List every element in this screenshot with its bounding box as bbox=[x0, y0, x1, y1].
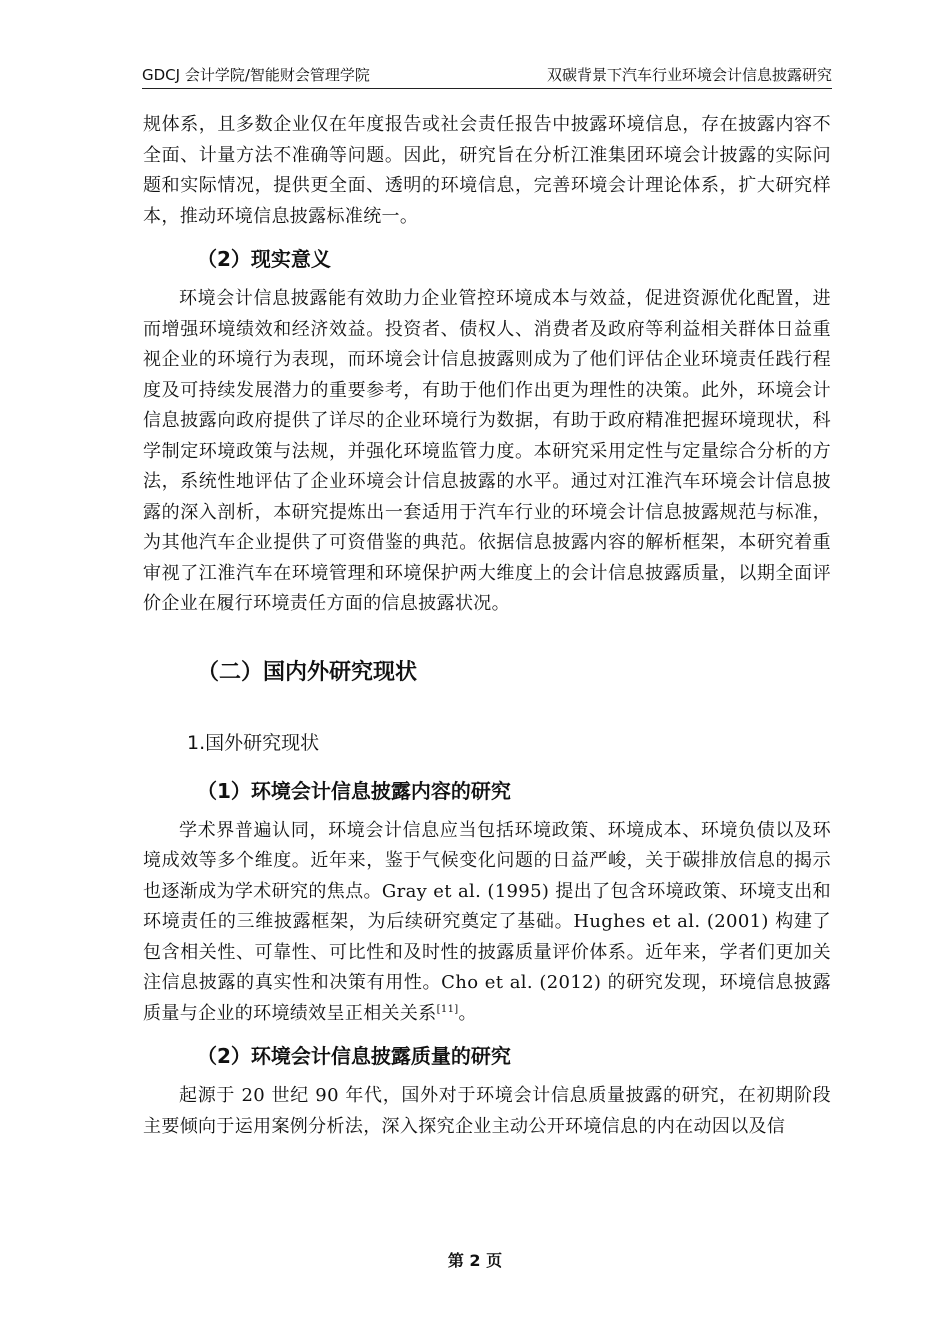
heading-foreign-research: 1.国外研究现状 bbox=[187, 731, 320, 754]
page-number: 第 2 页 bbox=[447, 1251, 503, 1270]
paragraph-disclosure-quality: 起源于 20 世纪 90 年代，国外对于环境会计信息质量披露的研究，在初期阶段主要倾向于运用案例分析法，深入探究企业主动公开环境信息的内在动因以及信 bbox=[143, 1085, 831, 1137]
paragraph-practical-significance: 环境会计信息披露能有效助力企业管控环境成本与效益，促进资源优化配置，进而增强环境绩效和经济效益。投资者、债权人、消费者及政府等利益相关群体日益重视企业的环境行为表现，而环境会计信息披露则成为了他们评估企业环境责任践行程度及可持续发展潜力的重要参考，有助于他们作出更为理性的决策。此外，环境会计信息披露向政府提供了详尽的企业环境行为数据，有助于政府精准把握环境现状，科学制定环境政策与法规，并强化环境监管力度。本研究采用定性与定量综合分析的方法，系统性地评估了企业环境会计信息披露的水平。通过对江淮汽车环境会计信息披露的深入剖析，本研究提炼出一套适用于汽车行业的环境会计信息披露规范与标准，为其他汽车企业提供了可资借鉴的典范。依据信息披露内容的解析框架，本研究着重审视了江淮汽车在环境管理和环境保护两大维度上的会计信息披露质量，以期全面评价企业在履行环境责任方面的信息披露状况。 bbox=[143, 288, 831, 614]
heading-practical-significance: （2）现实意义 bbox=[197, 247, 331, 271]
page-content bbox=[143, 110, 831, 1142]
paragraph-disclosure-content-text: 学术界普遍认同，环境会计信息应当包括环境政策、环境成本、环境负债以及环境成效等多个维度。近年来，鉴于气候变化问题的日益严峻，关于碳排放信息的揭示也逐渐成为学术研究的焦点。Gray et al. (1995) 提出了包含环境政策、环境支出和环境责任的三维披露框架，为后续研究奠定了基础。Hughes et al. (2001) 构建了包含相关性、可靠性、可比性和及时性的披露质量评价体系。近年来，学者们更加关注信息披露的真实性和决策有用性。Cho et al. (2012) 的研究发现，环境信息披露质量与企业的环境绩效呈正相关关系 bbox=[143, 819, 831, 1024]
page-header bbox=[142, 64, 832, 89]
paragraph-end-mark: 。 bbox=[458, 1002, 477, 1024]
heading-disclosure-quality: （2）环境会计信息披露质量的研究 bbox=[197, 1044, 511, 1068]
heading-disclosure-content: （1）环境会计信息披露内容的研究 bbox=[197, 778, 511, 803]
citation-ref: [11] bbox=[436, 1003, 459, 1015]
paragraph-theoretical-tail: 规体系，且多数企业仅在年度报告或社会责任报告中披露环境信息，存在披露内容不全面、计量方法不准确等问题。因此，研究旨在分析江淮集团环境会计披露的实际问题和实际情况，提供更全面、透明的环境信息，完善环境会计理论体系，扩大研究样本，推动环境信息披露标准统一。 bbox=[143, 114, 831, 227]
heading-research-status: （二）国内外研究现状 bbox=[197, 659, 418, 685]
header-thesis-title: 双碳背景下汽车行业环境会计信息披露研究 bbox=[546, 66, 832, 84]
header-school: GDCJ 会计学院/智能财会管理学院 bbox=[142, 66, 370, 84]
paragraph-disclosure-content bbox=[143, 816, 831, 1030]
